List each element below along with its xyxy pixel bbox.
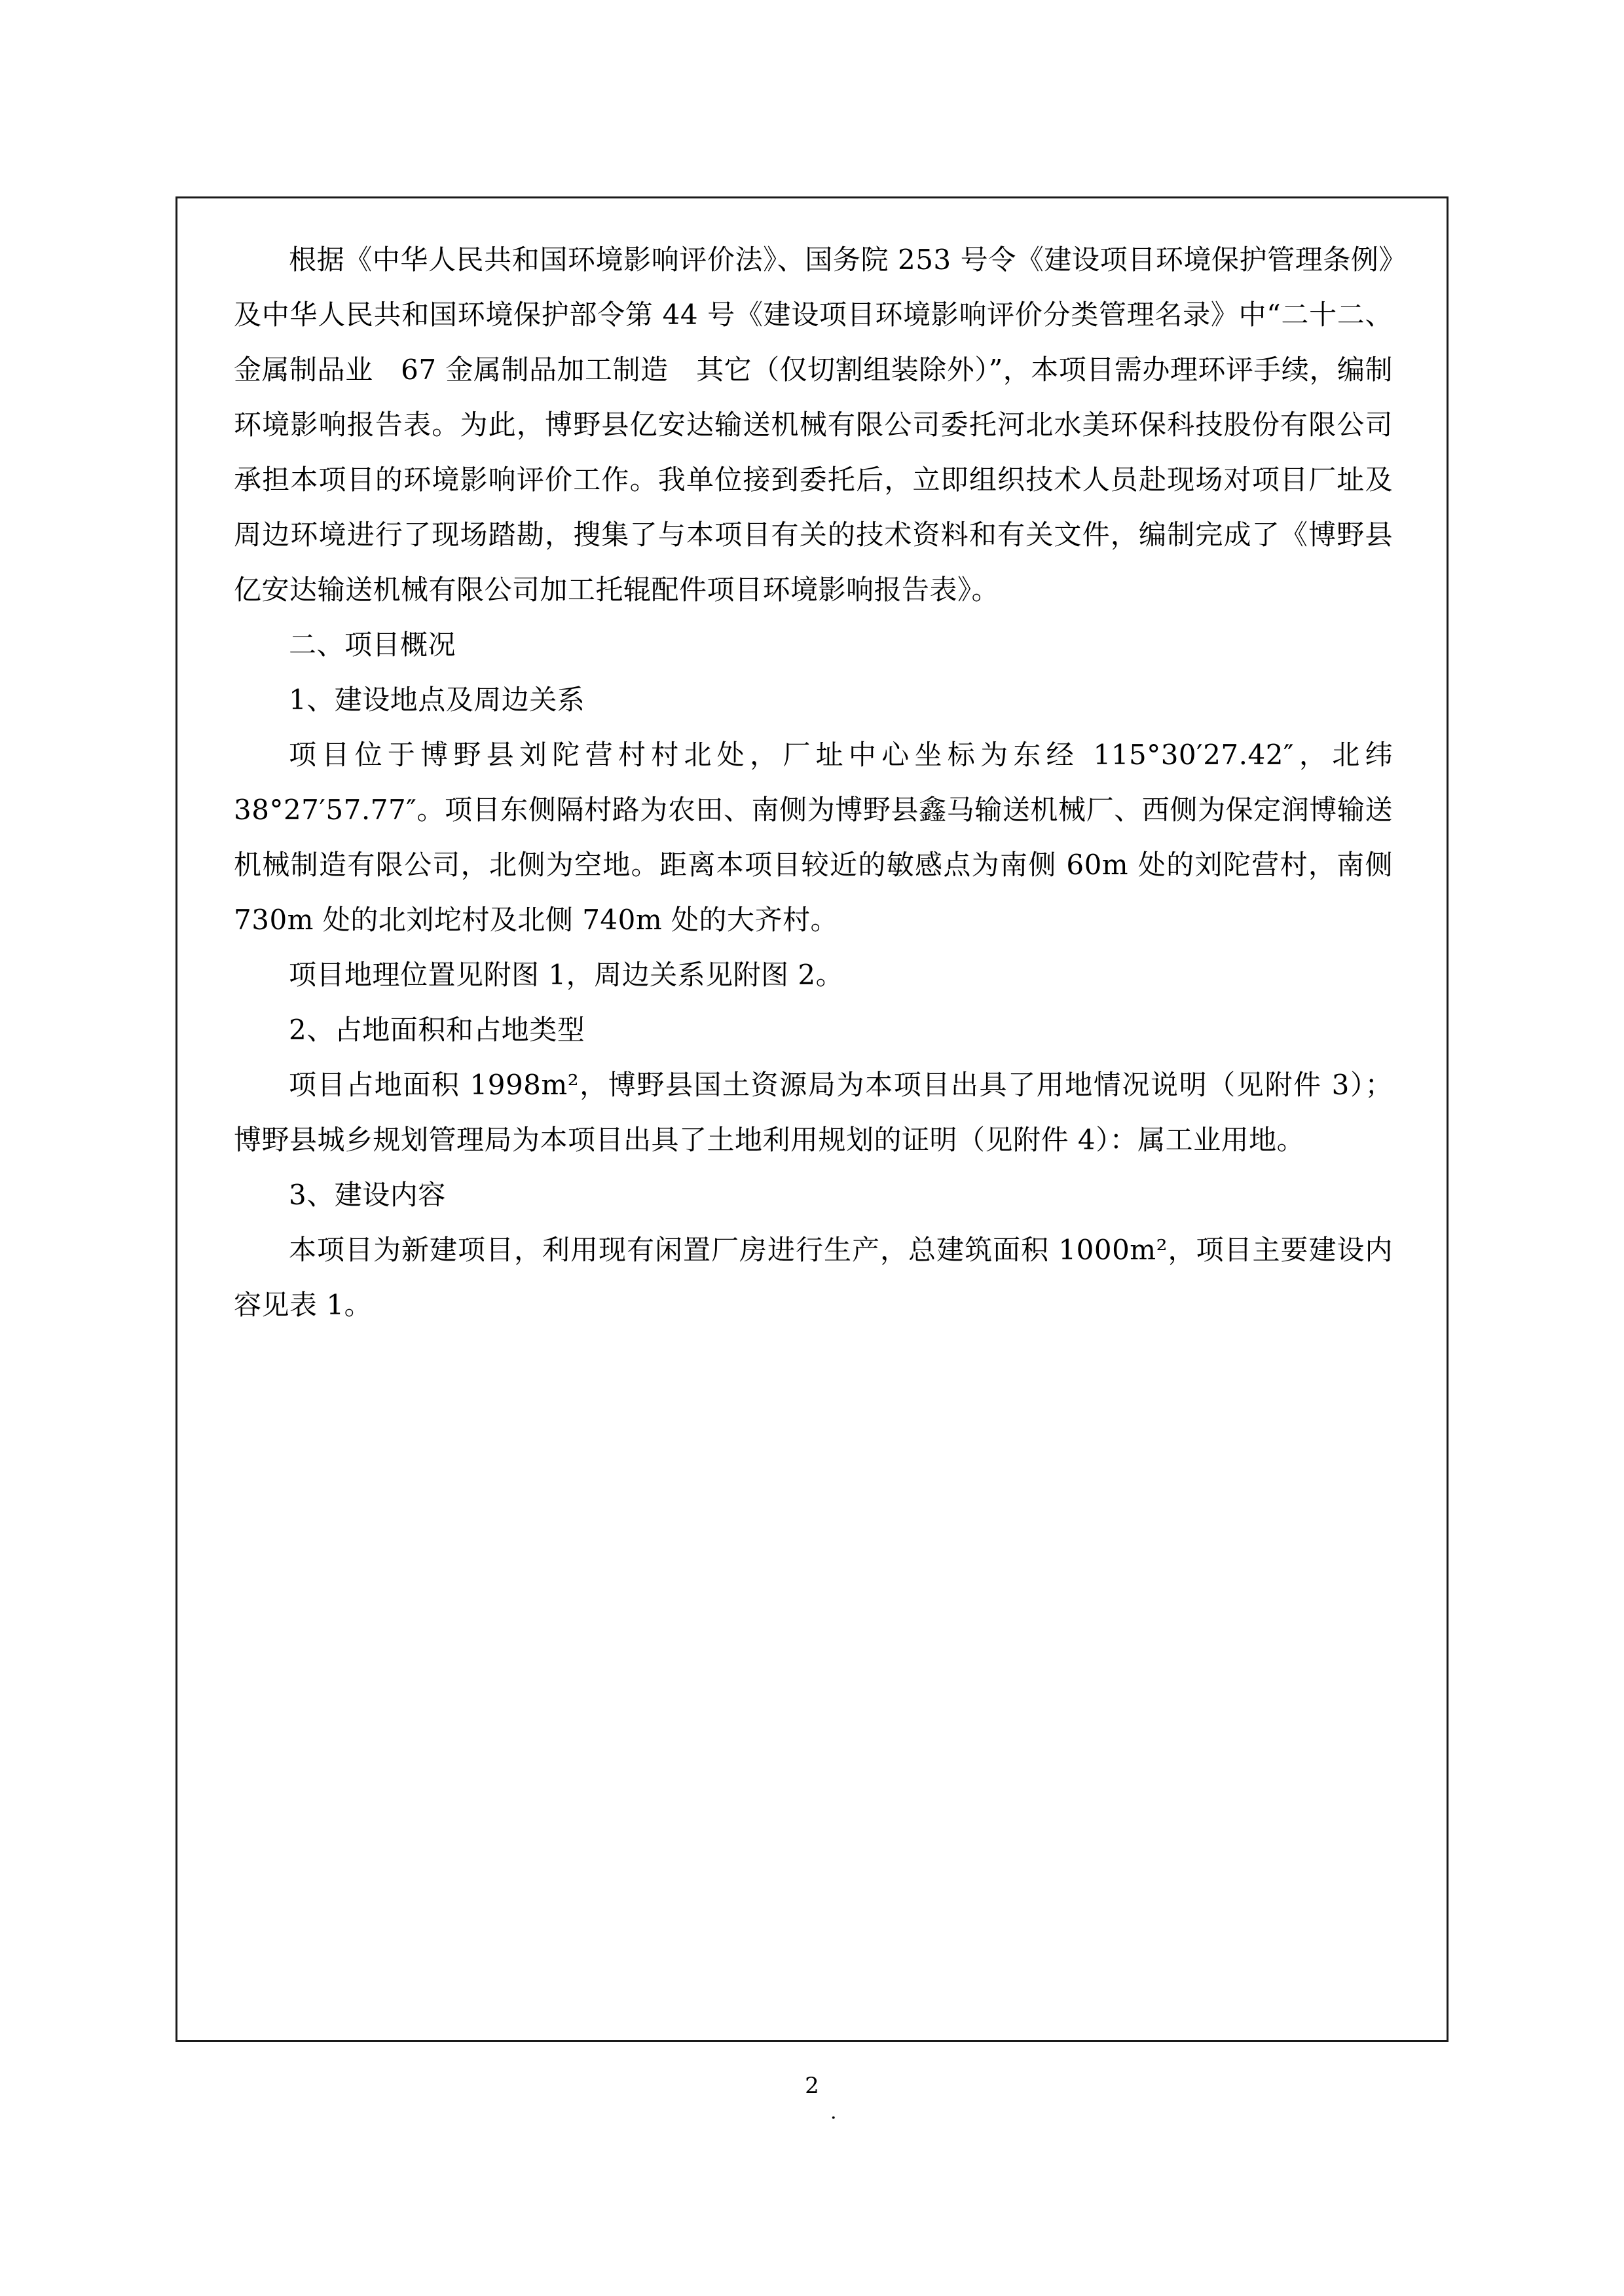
heading-subsection-1: 1、建设地点及周边关系	[289, 684, 585, 716]
paragraph-land-area-description: 项目占地面积 1998m²，博野县国土资源局为本项目出具了用地情况说明（见附件 3）；博野县城乡规划管理局为本项目出具了土地利用规划的证明（见附件 4）：属工业用地。	[234, 1069, 1393, 1156]
paragraph-legal-basis: 根据《中华人民共和国环境影响评价法》、国务院 253 号令《建设项目环境保护管理条例》及中华人民共和国环境保护部令第 44 号《建设项目环境影响评价分类管理名录》中“二十二、金属制品业 67 金属制品加工制造 其它（仅切割组装除外）”，本项目需办理环评手续，编制环境影响报告表。为此，博野县亿安达输送机械有限公司委托河北水美环保科技股份有限公司承担本项目的环境影响评价工作。我单位接到委托后，立即组织技术人员赴现场对项目厂址及周边环境进行了现场踏勘，搜集了与本项目有关的技术资料和有关文件，编制完成了《博野县亿安达输送机械有限公司加工托辊配件项目环境影响报告表》。	[234, 244, 1393, 606]
page-number: 2	[805, 2073, 819, 2099]
paragraph-construction-content: 本项目为新建项目，利用现有闲置厂房进行生产，总建筑面积 1000m²，项目主要建设内容见表 1。	[234, 1234, 1393, 1321]
paragraph-figure-reference: 项目地理位置见附图 1，周边关系见附图 2。	[289, 959, 844, 991]
heading-section-two: 二、项目概况	[289, 629, 456, 661]
body-text-container	[234, 232, 1393, 1333]
page-content-frame	[175, 196, 1449, 2042]
page-footer-mark: .	[830, 2101, 837, 2124]
heading-subsection-3: 3、建设内容	[289, 1179, 446, 1211]
heading-subsection-2: 2、占地面积和占地类型	[289, 1014, 585, 1046]
paragraph-location-description: 项目位于博野县刘陀营村村北处，厂址中心坐标为东经 115°30′27.42″，北纬 38°27′57.77″。项目东侧隔村路为农田、南侧为博野县鑫马输送机械厂、西侧为保定润博输送机械制造有限公司，北侧为空地。距离本项目较近的敏感点为南侧 60m 处的刘陀营村，南侧 730m 处的北刘坨村及北侧 740m 处的大齐村。	[234, 739, 1393, 936]
